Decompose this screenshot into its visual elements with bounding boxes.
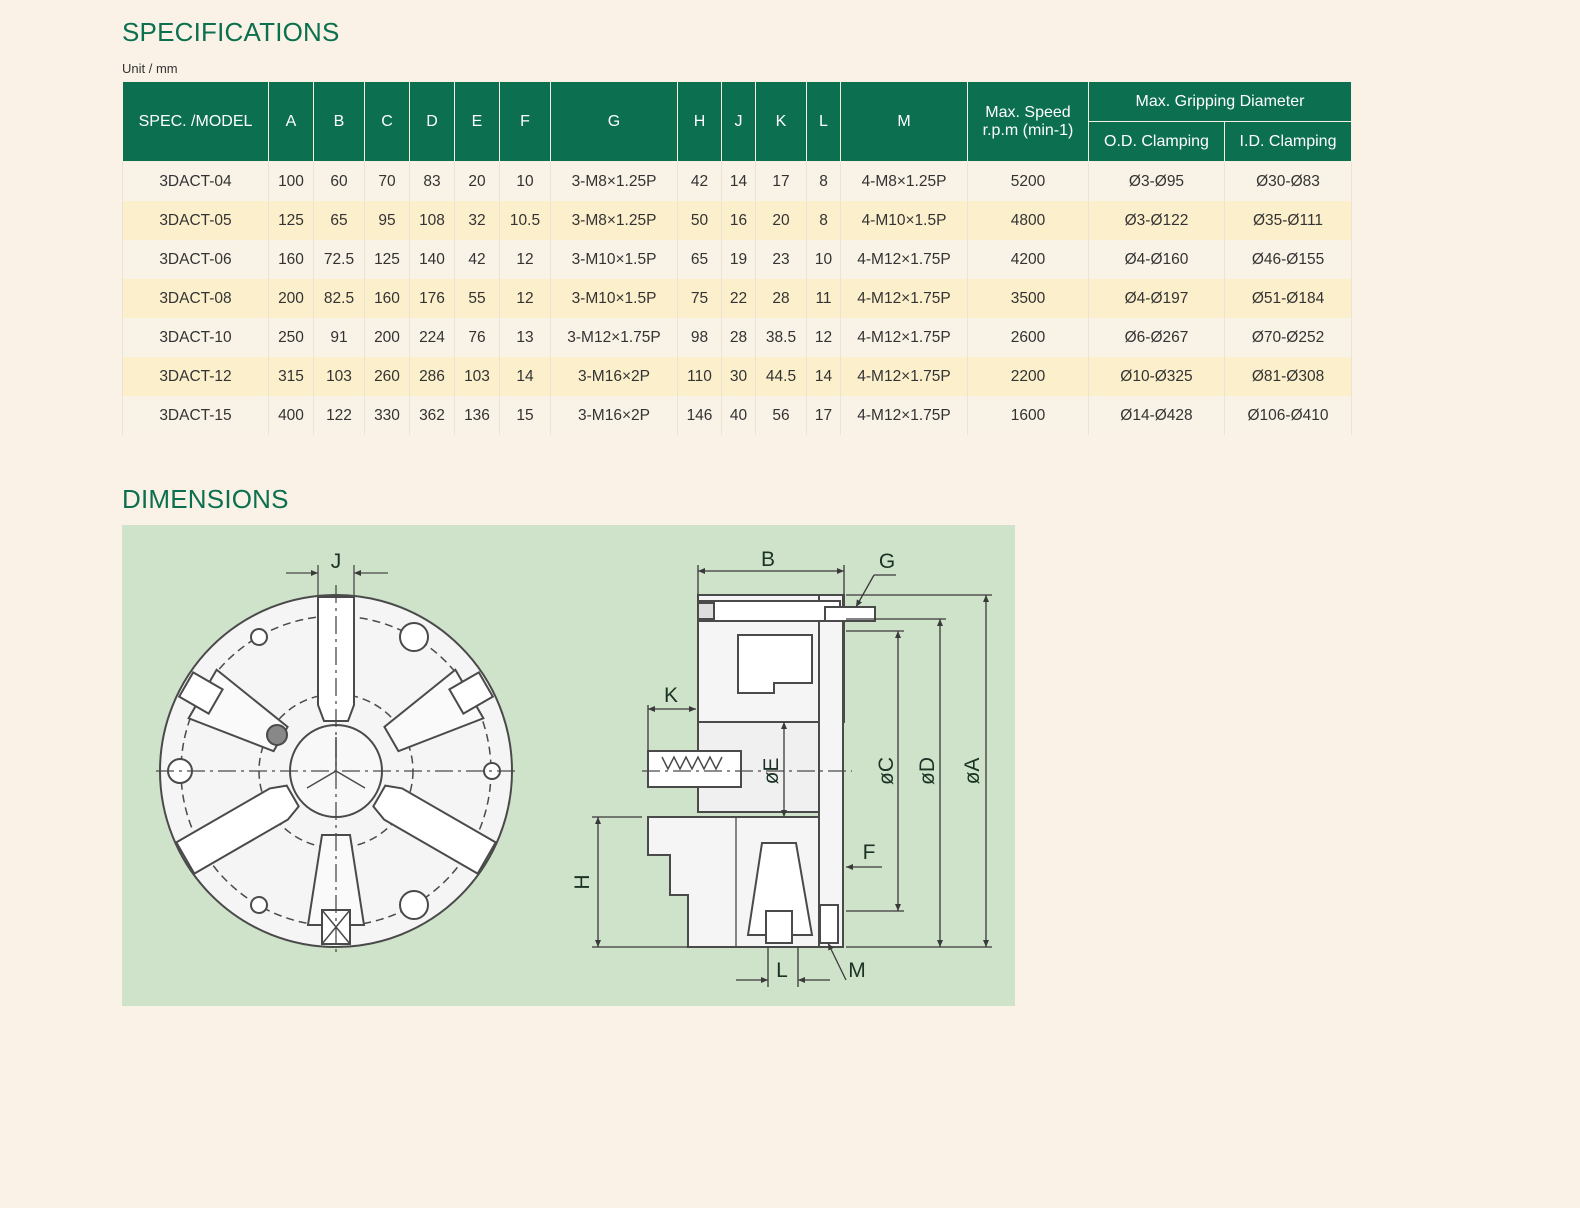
bolt-hole — [267, 725, 287, 745]
table-cell: 12 — [807, 318, 841, 357]
table-cell: 10.5 — [500, 201, 551, 240]
table-cell: 91 — [314, 318, 365, 357]
table-cell: 82.5 — [314, 279, 365, 318]
table-cell: 103 — [314, 357, 365, 396]
header-speed-line2: r.p.m (min-1) — [982, 121, 1074, 139]
bolt-hole — [251, 629, 267, 645]
table-cell: 23 — [756, 240, 807, 279]
bolt-hole — [400, 623, 428, 651]
header-od-clamping: O.D. Clamping — [1089, 122, 1225, 162]
table-cell: 95 — [365, 201, 410, 240]
table-cell: 44.5 — [756, 357, 807, 396]
bolt-hole — [400, 891, 428, 919]
dimensions-drawing — [122, 525, 1015, 1006]
table-cell: 14 — [500, 357, 551, 396]
table-cell: 12 — [500, 240, 551, 279]
lower-clamp-block — [766, 911, 792, 943]
dimensions-title: DIMENSIONS — [122, 484, 289, 514]
front-view — [156, 565, 518, 957]
table-cell: Ø30-Ø83 — [1225, 162, 1352, 202]
header-id-clamping: I.D. Clamping — [1225, 122, 1352, 162]
table-cell: 200 — [365, 318, 410, 357]
table-cell: 83 — [410, 162, 455, 202]
model-cell: 3DACT-05 — [123, 201, 269, 240]
specifications-body — [123, 162, 1352, 436]
header-d: D — [410, 82, 455, 162]
table-cell: Ø35-Ø111 — [1225, 201, 1352, 240]
table-cell: Ø70-Ø252 — [1225, 318, 1352, 357]
header-model: SPEC. /MODEL — [123, 82, 269, 162]
table-cell: 13 — [500, 318, 551, 357]
table-cell: Ø10-Ø325 — [1089, 357, 1225, 396]
header-b: B — [314, 82, 365, 162]
header-gripping-diameter: Max. Gripping Diameter — [1089, 82, 1352, 122]
header-a: A — [269, 82, 314, 162]
table-cell: 136 — [455, 396, 500, 435]
table-cell: 3-M8×1.25P — [551, 162, 678, 202]
table-cell: 4-M8×1.25P — [841, 162, 968, 202]
table-cell: 32 — [455, 201, 500, 240]
label-f: F — [862, 841, 876, 864]
table-cell: 20 — [455, 162, 500, 202]
table-cell: 42 — [678, 162, 722, 202]
header-l: L — [807, 82, 841, 162]
table-cell: 60 — [314, 162, 365, 202]
table-cell: 14 — [722, 162, 756, 202]
table-cell: 1600 — [968, 396, 1089, 435]
table-cell: 17 — [807, 396, 841, 435]
table-cell: 19 — [722, 240, 756, 279]
table-cell: 4-M12×1.75P — [841, 240, 968, 279]
specifications-table — [122, 81, 1352, 435]
table-cell: 16 — [722, 201, 756, 240]
model-cell: 3DACT-12 — [123, 357, 269, 396]
table-cell: 14 — [807, 357, 841, 396]
table-cell: 8 — [807, 201, 841, 240]
table-cell: 20 — [756, 201, 807, 240]
table-cell: 2200 — [968, 357, 1089, 396]
table-cell: 4-M12×1.75P — [841, 318, 968, 357]
header-g: G — [551, 82, 678, 162]
label-k: K — [663, 684, 679, 707]
table-cell: 28 — [722, 318, 756, 357]
table-cell: 4-M10×1.5P — [841, 201, 968, 240]
table-cell: 250 — [269, 318, 314, 357]
table-cell: 38.5 — [756, 318, 807, 357]
header-k: K — [756, 82, 807, 162]
table-cell: 28 — [756, 279, 807, 318]
table-cell: 3-M16×2P — [551, 396, 678, 435]
table-cell: 5200 — [968, 162, 1089, 202]
header-f: F — [500, 82, 551, 162]
table-cell: 160 — [365, 279, 410, 318]
table-cell: Ø106-Ø410 — [1225, 396, 1352, 435]
table-cell: 3-M10×1.5P — [551, 240, 678, 279]
table-cell: 125 — [365, 240, 410, 279]
bolt-hole — [251, 897, 267, 913]
top-bolt-head — [698, 603, 714, 619]
table-cell: 10 — [807, 240, 841, 279]
label-h: H — [571, 874, 594, 890]
table-row — [123, 357, 1352, 396]
label-g: G — [878, 550, 896, 573]
table-cell: 176 — [410, 279, 455, 318]
table-cell: Ø46-Ø155 — [1225, 240, 1352, 279]
table-cell: 400 — [269, 396, 314, 435]
table-cell: 122 — [314, 396, 365, 435]
specifications-title: SPECIFICATIONS — [122, 17, 340, 47]
table-cell: 260 — [365, 357, 410, 396]
table-cell: 17 — [756, 162, 807, 202]
label-e: øE — [760, 757, 783, 785]
table-cell: 4800 — [968, 201, 1089, 240]
table-cell: Ø3-Ø122 — [1089, 201, 1225, 240]
table-cell: 160 — [269, 240, 314, 279]
table-cell: 110 — [678, 357, 722, 396]
table-cell: 2600 — [968, 318, 1089, 357]
table-cell: 8 — [807, 162, 841, 202]
table-cell: 75 — [678, 279, 722, 318]
header-c: C — [365, 82, 410, 162]
header-speed-line1: Max. Speed — [985, 103, 1071, 121]
table-cell: 125 — [269, 201, 314, 240]
label-a: øA — [961, 757, 984, 785]
table-cell: 76 — [455, 318, 500, 357]
table-row — [123, 396, 1352, 435]
table-cell: 10 — [500, 162, 551, 202]
table-cell: Ø6-Ø267 — [1089, 318, 1225, 357]
table-cell: 42 — [455, 240, 500, 279]
table-cell: 330 — [365, 396, 410, 435]
label-b: B — [760, 548, 776, 571]
table-cell: 4-M12×1.75P — [841, 396, 968, 435]
chuck-drawing — [122, 525, 1015, 1006]
label-m: M — [848, 959, 866, 982]
table-cell: 3-M10×1.5P — [551, 279, 678, 318]
table-cell: 3500 — [968, 279, 1089, 318]
table-row — [123, 201, 1352, 240]
table-cell: 4-M12×1.75P — [841, 357, 968, 396]
table-cell: Ø14-Ø428 — [1089, 396, 1225, 435]
table-cell: Ø51-Ø184 — [1225, 279, 1352, 318]
table-cell: 3-M16×2P — [551, 357, 678, 396]
label-j: J — [330, 550, 342, 573]
table-cell: 40 — [722, 396, 756, 435]
table-cell: Ø4-Ø160 — [1089, 240, 1225, 279]
table-cell: 50 — [678, 201, 722, 240]
model-cell: 3DACT-10 — [123, 318, 269, 357]
jaw-stud — [648, 751, 741, 787]
table-cell: 140 — [410, 240, 455, 279]
model-cell: 3DACT-04 — [123, 162, 269, 202]
table-cell: 65 — [678, 240, 722, 279]
table-cell: Ø81-Ø308 — [1225, 357, 1352, 396]
table-row — [123, 318, 1352, 357]
dim-g-leader — [856, 575, 874, 607]
header-m: M — [841, 82, 968, 162]
table-cell: 22 — [722, 279, 756, 318]
table-cell: 108 — [410, 201, 455, 240]
table-row — [123, 279, 1352, 318]
table-cell: 15 — [500, 396, 551, 435]
model-cell: 3DACT-08 — [123, 279, 269, 318]
label-c: øC — [875, 757, 898, 785]
header-e: E — [455, 82, 500, 162]
header-max-speed — [968, 82, 1089, 162]
table-cell: 224 — [410, 318, 455, 357]
table-cell: 286 — [410, 357, 455, 396]
table-cell: 3-M8×1.25P — [551, 201, 678, 240]
table-cell: 100 — [269, 162, 314, 202]
table-cell: 98 — [678, 318, 722, 357]
model-cell: 3DACT-15 — [123, 396, 269, 435]
mount-bolt — [820, 905, 838, 943]
table-cell: 30 — [722, 357, 756, 396]
table-cell: 65 — [314, 201, 365, 240]
table-cell: 146 — [678, 396, 722, 435]
header-h: H — [678, 82, 722, 162]
table-cell: 4200 — [968, 240, 1089, 279]
label-d: øD — [916, 757, 939, 785]
table-cell: 56 — [756, 396, 807, 435]
dim-m-leader — [828, 943, 846, 980]
table-cell: 12 — [500, 279, 551, 318]
table-cell: 11 — [807, 279, 841, 318]
table-cell: Ø3-Ø95 — [1089, 162, 1225, 202]
table-cell: Ø4-Ø197 — [1089, 279, 1225, 318]
model-cell: 3DACT-06 — [123, 240, 269, 279]
table-cell: 103 — [455, 357, 500, 396]
unit-label: Unit / mm — [122, 61, 178, 76]
table-cell: 200 — [269, 279, 314, 318]
table-cell: 72.5 — [314, 240, 365, 279]
table-row — [123, 240, 1352, 279]
top-bolt-slot — [700, 601, 840, 621]
table-row — [123, 162, 1352, 202]
table-cell: 315 — [269, 357, 314, 396]
table-cell: 4-M12×1.75P — [841, 279, 968, 318]
header-j: J — [722, 82, 756, 162]
table-cell: 70 — [365, 162, 410, 202]
label-l: L — [776, 959, 788, 982]
table-cell: 55 — [455, 279, 500, 318]
table-cell: 3-M12×1.75P — [551, 318, 678, 357]
table-cell: 362 — [410, 396, 455, 435]
